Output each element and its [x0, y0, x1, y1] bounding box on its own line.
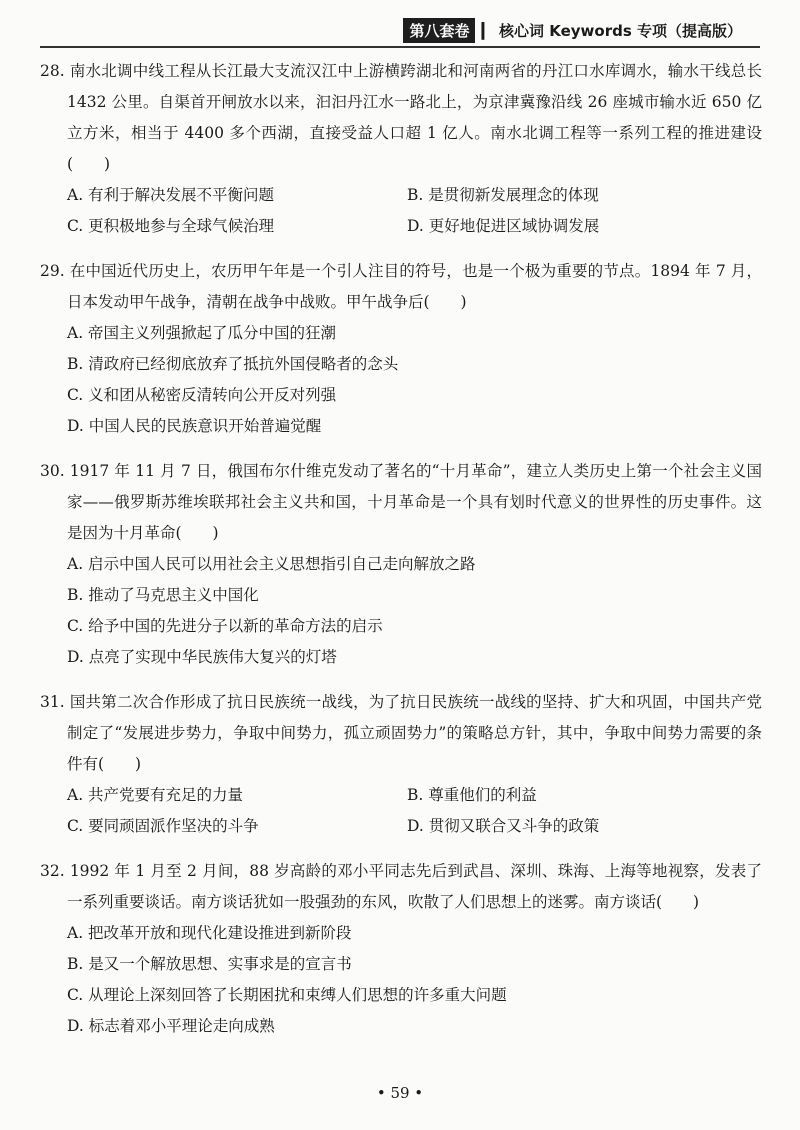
option-c[interactable]: C. 更积极地参与全球气候治理	[67, 217, 275, 235]
page-number: • 59 •	[376, 1084, 424, 1102]
option-a[interactable]: A. 启示中国人民可以用社会主义思想指引自己走向解放之路	[67, 555, 476, 573]
option-c[interactable]: C. 给予中国的先进分子以新的革命方法的启示	[67, 617, 383, 635]
option-d[interactable]: D. 贯彻又联合又斗争的政策	[407, 817, 600, 835]
header-title: 核心词 Keywords 专项（提高版）	[499, 22, 742, 40]
option-b[interactable]: B. 是贯彻新发展理念的体现	[407, 186, 599, 204]
question-28	[40, 56, 762, 242]
option-a[interactable]: A. 把改革开放和现代化建设推进到新阶段	[67, 924, 352, 942]
option-a[interactable]: A. 帝国主义列强掀起了瓜分中国的狂潮	[67, 324, 337, 342]
option-c[interactable]: C. 要同顽固派作坚决的斗争	[67, 817, 259, 835]
question-stem: 31. 国共第二次合作形成了抗日民族统一战线，为了抗日民族统一战线的坚持、扩大和巩固，中国共产党制定了“发展进步势力，争取中间势力，孤立顽固势力”的策略总方针，其中，争取中间势力需要的条件有( )	[40, 693, 762, 773]
question-stem: 30. 1917 年 11 月 7 日，俄国布尔什维克发动了著名的“十月革命”，建立人类历史上第一个社会主义国家——俄罗斯苏维埃联邦社会主义共和国，十月革命是一个具有划时代意义的世界性的历史事件。这是因为十月革命( )	[40, 462, 762, 542]
question-stem: 29. 在中国近代历史上，农历甲午年是一个引人注目的符号，也是一个极为重要的节点。1894 年 7 月，日本发动甲午战争，清朝在战争中战败。甲午战争后( )	[40, 262, 762, 311]
question-31	[40, 687, 762, 842]
header-separator: ▎	[481, 21, 494, 40]
option-d[interactable]: D. 中国人民的民族意识开始普遍觉醒	[67, 417, 322, 435]
option-b[interactable]: B. 是又一个解放思想、实事求是的宣言书	[67, 955, 352, 973]
question-stem: 32. 1992 年 1 月至 2 月间，88 岁高龄的邓小平同志先后到武昌、深圳、珠海、上海等地视察，发表了一系列重要谈话。南方谈话犹如一股强劲的东风，吹散了人们思想上的迷雾。南方谈话( )	[40, 862, 762, 911]
option-b[interactable]: B. 推动了马克思主义中国化	[67, 586, 259, 604]
option-c[interactable]: C. 义和团从秘密反清转向公开反对列强	[67, 386, 337, 404]
question-29	[40, 256, 762, 442]
option-d[interactable]: D. 标志着邓小平理论走向成熟	[67, 1017, 275, 1035]
question-stem: 28. 南水北调中线工程从长江最大支流汉江中上游横跨湖北和河南两省的丹江口水库调水，输水干线总长 1432 公里。自渠首开闸放水以来，汩汩丹江水一路北上，为京津冀豫沿线 26 座城市输水近 650 亿立方米，相当于 4400 多个西湖，直接受益人口超 1 亿人。南水北调工程等一系列工程的推进建设( )	[40, 62, 762, 173]
question-32	[40, 856, 762, 1042]
option-b[interactable]: B. 清政府已经彻底放弃了抵抗外国侵略者的念头	[67, 355, 399, 373]
option-c[interactable]: C. 从理论上深刻回答了长期困扰和束缚人们思想的许多重大问题	[67, 986, 507, 1004]
page-header	[403, 18, 742, 43]
option-d[interactable]: D. 更好地促进区域协调发展	[407, 217, 600, 235]
question-list	[40, 56, 762, 1056]
header-rule	[40, 46, 760, 48]
question-30	[40, 456, 762, 673]
option-a[interactable]: A. 有利于解决发展不平衡问题	[67, 186, 275, 204]
option-d[interactable]: D. 点亮了实现中华民族伟大复兴的灯塔	[67, 648, 337, 666]
option-a[interactable]: A. 共产党要有充足的力量	[67, 786, 244, 804]
set-badge: 第八套卷	[403, 18, 475, 43]
option-b[interactable]: B. 尊重他们的利益	[407, 786, 537, 804]
